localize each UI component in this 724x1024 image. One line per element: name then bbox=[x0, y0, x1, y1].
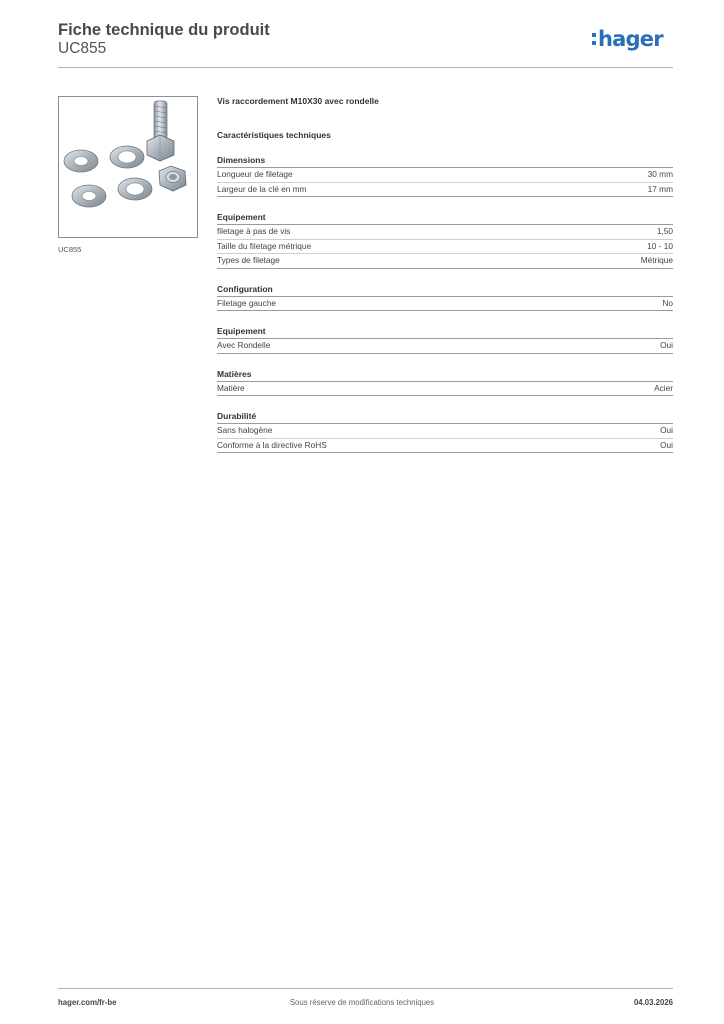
spec-label: Longueur de filetage bbox=[217, 169, 293, 179]
spec-value: 10 - 10 bbox=[647, 240, 673, 251]
spec-value: Oui bbox=[660, 425, 673, 435]
section-durabilite bbox=[217, 410, 673, 453]
spec-row bbox=[217, 254, 673, 269]
logo-dots-icon bbox=[592, 33, 596, 45]
specifications bbox=[217, 95, 673, 453]
section-title: Matières bbox=[217, 368, 673, 382]
section-dimensions bbox=[217, 154, 673, 197]
product-description: Vis raccordement M10X30 avec rondelle bbox=[217, 96, 379, 106]
section-equipement bbox=[217, 211, 673, 269]
section-title: Durabilité bbox=[217, 410, 673, 424]
spec-label: Taille du filetage métrique bbox=[217, 240, 312, 251]
spec-row bbox=[217, 382, 673, 397]
section-equipement-2 bbox=[217, 325, 673, 354]
photo-caption: UC855 bbox=[58, 245, 82, 254]
section-title: Equipement bbox=[217, 211, 673, 225]
section-title: Dimensions bbox=[217, 154, 673, 168]
page-title: Fiche technique du produit bbox=[58, 21, 270, 39]
spec-label: Matière bbox=[217, 382, 245, 393]
section-matieres bbox=[217, 368, 673, 397]
spec-row bbox=[217, 424, 673, 439]
spec-value: 17 mm bbox=[647, 183, 673, 194]
spec-label: Types de filetage bbox=[217, 255, 280, 265]
hager-logo[interactable] bbox=[592, 27, 663, 51]
spec-value: 1,50 bbox=[656, 226, 673, 236]
spec-value: Métrique bbox=[640, 255, 673, 265]
spec-label: Sans halogène bbox=[217, 425, 273, 435]
spec-value: 30 mm bbox=[647, 169, 673, 179]
spec-row bbox=[217, 339, 673, 354]
spec-row bbox=[217, 439, 673, 454]
spec-label: Filetage gauche bbox=[217, 297, 277, 308]
footer-disclaimer: Sous réserve de modifications techniques bbox=[289, 998, 435, 1007]
spec-label: Conforme à la directive RoHS bbox=[217, 439, 327, 450]
spec-value: Oui bbox=[660, 439, 673, 450]
section-title: Equipement bbox=[217, 325, 673, 339]
spec-row bbox=[217, 240, 673, 255]
logo-wordmark: hager bbox=[598, 27, 663, 51]
spec-row bbox=[217, 297, 673, 312]
product-reference: UC855 bbox=[58, 40, 107, 57]
footer-website-link[interactable]: hager.com/fr-be bbox=[58, 998, 117, 1007]
spec-value: Oui bbox=[660, 340, 673, 350]
spec-label: filetage à pas de vis bbox=[217, 226, 291, 236]
spec-row bbox=[217, 183, 673, 198]
spec-value: No bbox=[662, 297, 673, 308]
spec-label: Avec Rondelle bbox=[217, 340, 271, 350]
product-photo bbox=[58, 96, 198, 238]
bolt-nut-washers-image bbox=[59, 97, 197, 237]
footer-divider bbox=[58, 988, 673, 989]
header-divider bbox=[58, 67, 673, 68]
section-configuration bbox=[217, 283, 673, 312]
section-title: Configuration bbox=[217, 283, 673, 297]
spec-row bbox=[217, 168, 673, 183]
spec-row bbox=[217, 225, 673, 240]
footer-date: 04.03.2026 bbox=[633, 998, 673, 1007]
characteristics-heading: Caractéristiques techniques bbox=[217, 130, 331, 140]
spec-label: Largeur de la clé en mm bbox=[217, 183, 307, 194]
spec-value: Acier bbox=[654, 382, 673, 393]
